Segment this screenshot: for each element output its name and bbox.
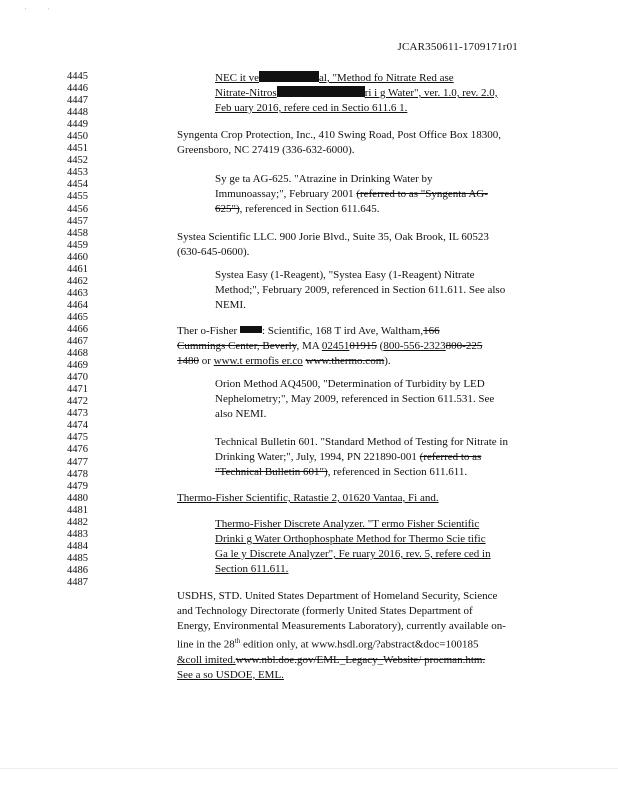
da-line3: Ga le y Discrete Analyzer", Fe ruary 2016, rev. 5, refere ced in: [215, 548, 491, 560]
redaction-block: [277, 86, 365, 97]
line-number: 4464: [67, 299, 88, 311]
technical-bulletin: [215, 435, 508, 480]
line-number: 4462: [67, 275, 88, 287]
tf-phone-old-2: 1480: [177, 355, 199, 367]
line-number: 4484: [67, 540, 88, 552]
line-number: 4463: [67, 287, 88, 299]
scan-footer-line: [0, 768, 618, 769]
line-number: 4452: [67, 155, 88, 167]
line-number: 4450: [67, 131, 88, 143]
tf-phone-old: 800-225: [445, 340, 483, 352]
thermo-fisher-entry: [177, 324, 482, 369]
da-line2: Drinki g Water Orthophosphate Method for Thermo Scie tific: [215, 533, 486, 545]
tf-line3e: ).: [384, 355, 391, 367]
da-line4: Section 611.611.: [215, 563, 289, 575]
line-number: 4448: [67, 107, 88, 119]
systea-entry: [177, 230, 489, 260]
tf-zip-old: 01915: [349, 340, 377, 352]
line-number: 4483: [67, 528, 88, 540]
us-line3: Energy, Environmental Measurements Laboratory), currently available on-: [177, 620, 506, 632]
line-number: 4461: [67, 263, 88, 275]
tf-line1a: Ther o-Fisher: [177, 325, 238, 337]
tf-url-new: www.t ermofis er.co: [213, 355, 303, 367]
line-number-column: [67, 71, 107, 589]
line-number: 4460: [67, 251, 88, 263]
line-number: 4486: [67, 564, 88, 576]
line-number: 4485: [67, 552, 88, 564]
systea-line2: (630-645-0600).: [177, 246, 250, 258]
systea-method: [215, 268, 505, 313]
line-number: 4469: [67, 360, 88, 372]
tf-line2b: , MA: [296, 340, 322, 352]
nec-line1a: NEC it ve: [215, 72, 259, 84]
line-number: 4468: [67, 348, 88, 360]
tf-line1b: : Scientific, 168 T ird Ave, Waltham,: [261, 325, 424, 337]
tb-strike2: "Technical Bulletin 601"): [215, 466, 328, 478]
usdhs-entry: [177, 589, 506, 683]
line-number: 4472: [67, 396, 88, 408]
line-number: 4479: [67, 480, 88, 492]
us-strike-url: www.nbl.doe.gov/EML_Legacy_Website/ procman.htm.: [235, 653, 486, 666]
line-number: 4478: [67, 468, 88, 480]
syngenta-method-strike1: (referred to as "Syngenta AG-: [356, 188, 488, 200]
tf-strike-address: 166: [423, 325, 440, 337]
orion-line1: Orion Method AQ4500, "Determination of Turbidity by LED: [215, 378, 485, 390]
line-number: 4476: [67, 444, 88, 456]
line-number: 4470: [67, 372, 88, 384]
scan-corner-marks: ' ': [25, 8, 59, 14]
orion-line3: also NEMI.: [215, 408, 267, 420]
line-number: 4471: [67, 384, 88, 396]
orion-method: [215, 377, 494, 422]
systea-method-line2: Method;", February 2009, referenced in Section 611.611. See also: [215, 284, 506, 296]
syngenta-line2: Greensboro, NC 27419 (336-632-6000).: [177, 144, 355, 156]
da-line1: Thermo-Fisher Discrete Analyzer. "T ermo Fisher Scientific: [215, 518, 480, 530]
nec-line3: Feb uary 2016, refere ced in Sectio 611.6 1.: [215, 102, 408, 114]
line-number: 4482: [67, 516, 88, 528]
thermo-ratastie-entry: [177, 491, 439, 506]
redaction-block: [240, 326, 262, 333]
orion-line2: Nephelometry;", May 2009, referenced in Section 611.531. See: [215, 393, 495, 405]
us-line4b: edition only, at www.hsdl.org/?abstract&doc=100185: [240, 638, 479, 651]
line-number: 4458: [67, 227, 88, 239]
line-number: 4457: [67, 215, 88, 227]
discrete-analyzer: [215, 517, 491, 577]
ratastie-line1: Thermo-Fisher Scientific, Ratastie 2, 01620 Vantaa, Fi and.: [177, 492, 439, 504]
line-number: 4456: [67, 203, 88, 215]
line-number: 4449: [67, 119, 88, 131]
systea-method-line3: NEMI.: [215, 299, 246, 311]
tf-line3b: or: [199, 355, 214, 367]
line-number: 4459: [67, 239, 88, 251]
us-line4a: line in the 28: [177, 638, 235, 651]
syngenta-method-line1: Sy ge ta AG-625. "Atrazine in Drinking Water by: [215, 173, 433, 185]
syngenta-method: [215, 172, 488, 217]
syngenta-entry: [177, 128, 501, 158]
us-line2: and Technology Directorate (formerly United States Department of: [177, 605, 473, 617]
line-number: 4475: [67, 432, 88, 444]
us-line1: USDHS, STD. United States Department of Homeland Security, Science: [177, 590, 498, 602]
tf-zip-new: 02451: [321, 340, 350, 352]
line-number: 4467: [67, 336, 88, 348]
line-number: 4466: [67, 323, 88, 335]
line-number: 4446: [67, 83, 88, 95]
us-line4-sup: th: [234, 637, 241, 645]
line-number: 4451: [67, 143, 88, 155]
tb-line3b: , referenced in Section 611.611.: [327, 466, 468, 478]
line-number: 4465: [67, 311, 88, 323]
us-line5a: &coll imited.: [177, 653, 236, 666]
nec-line2b: ri i g Water", ver. 1.0, rev. 2.0,: [364, 87, 498, 99]
line-number: 4447: [67, 95, 88, 107]
tf-line2e: (: [376, 340, 384, 352]
document-id-header: JCAR350611-1709171r01: [397, 41, 518, 53]
tb-strike1: (referred to as: [419, 451, 482, 463]
line-number: 4454: [67, 179, 88, 191]
line-number: 4473: [67, 408, 88, 420]
line-number: 4453: [67, 167, 88, 179]
line-number: 4487: [67, 576, 88, 588]
nec-line2a: Nitrate-Nitros: [215, 87, 277, 99]
line-number: 4477: [67, 456, 88, 468]
line-number: 4474: [67, 420, 88, 432]
syngenta-line1: Syngenta Crop Protection, Inc., 410 Swing Road, Post Office Box 18300,: [177, 129, 501, 141]
line-number: 4455: [67, 191, 88, 203]
redaction-block: [259, 71, 319, 82]
tf-strike-city: Cummings Center, Beverly: [177, 340, 297, 352]
tb-line2a: Drinking Water;", July, 1994, PN 221890-001: [215, 451, 420, 463]
line-number: 4481: [67, 504, 88, 516]
nec-line1b: al, "Method fo Nitrate Red ase: [319, 72, 454, 84]
tb-line1: Technical Bulletin 601. "Standard Method of Testing for Nitrate in: [215, 436, 508, 448]
line-number: 4480: [67, 492, 88, 504]
syngenta-method-line2a: Immunoassay;", February 2001: [215, 188, 354, 200]
syngenta-method-strike2: 625"): [215, 203, 240, 215]
line-number: 4445: [67, 71, 88, 82]
tf-url-old: www.thermo.com: [305, 355, 385, 367]
systea-line1: Systea Scientific LLC. 900 Jorie Blvd., Suite 35, Oak Brook, IL 60523: [177, 231, 489, 243]
nec-entry: [215, 71, 498, 116]
systea-method-line1: Systea Easy (1-Reagent), "Systea Easy (1-Reagent) Nitrate: [215, 269, 475, 281]
us-line6: See a so USDOE, EML.: [177, 668, 284, 681]
syngenta-method-line3: , referenced in Section 611.645.: [239, 203, 380, 215]
tf-phone-new: 800-556-2323: [383, 340, 446, 352]
